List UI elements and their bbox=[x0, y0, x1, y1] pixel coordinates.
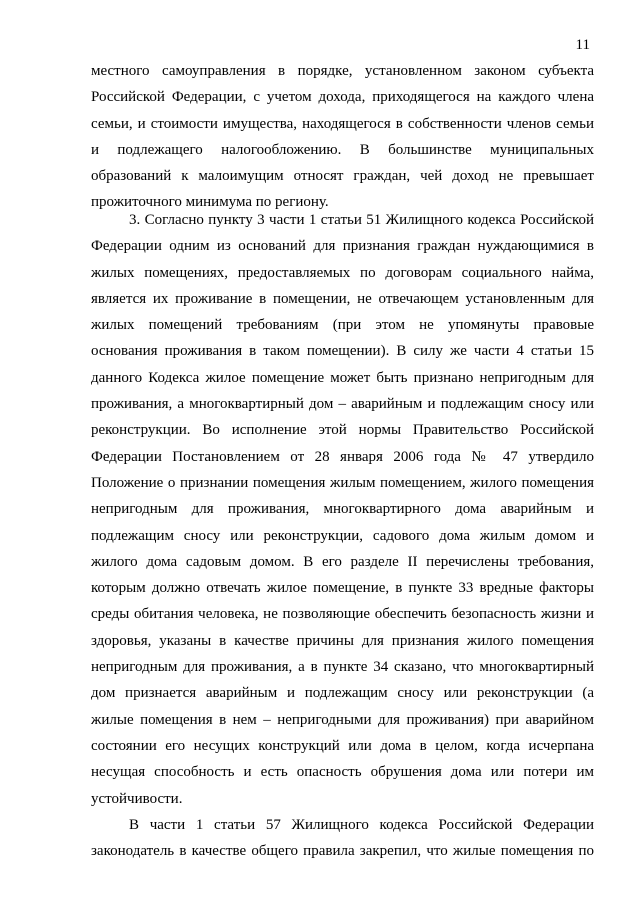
text-line: состоянии его несущих конструкций или дома в целом, когда исчерпана bbox=[91, 737, 594, 754]
text-line: основания проживания в таком помещении). В силу же части 4 статьи 15 bbox=[91, 343, 594, 360]
text-line: жилых помещений требованиям (при этом не упомянуты правовые bbox=[91, 317, 594, 334]
text-line: реконструкции. Во исполнение этой нормы Правительство Российской bbox=[91, 422, 594, 439]
paragraph-2 bbox=[91, 207, 594, 812]
text-line: Российской Федерации, с учетом дохода, приходящегося на каждого члена bbox=[91, 89, 594, 106]
text-line: непригодным для проживания, а в пункте 34 сказано, что многоквартирный bbox=[91, 659, 594, 676]
text-line: местного самоуправления в порядке, установленном законом субъекта bbox=[91, 63, 594, 79]
text-line: и подлежащего налогообложению. В большинстве муниципальных bbox=[91, 141, 594, 158]
text-line: 3. Согласно пункту 3 части 1 статьи 51 Жилищного кодекса Российской bbox=[129, 212, 594, 228]
page-number: 11 bbox=[575, 37, 590, 53]
text-line: Положение о признании помещения жилым помещением, жилого помещения bbox=[91, 474, 594, 491]
paragraph-3 bbox=[91, 812, 594, 865]
text-line: семьи, и стоимости имущества, находящегося в собственности членов семьи bbox=[91, 115, 594, 132]
text-line: жилые помещения в нем – непригодными для проживания) при аварийном bbox=[91, 711, 594, 728]
text-line: здоровья, указаны в качестве причины для признания жилого помещения bbox=[91, 632, 594, 649]
text-line: В части 1 статьи 57 Жилищного кодекса Российской Федерации bbox=[129, 817, 594, 833]
text-line: Федерации Постановлением от 28 января 2006 года № 47 утвердило bbox=[91, 448, 594, 465]
text-line: подлежащим сносу или реконструкции, садового дома жилым домом и bbox=[91, 527, 594, 544]
text-line: жилых помещениях, предоставляемых по договорам социального найма, bbox=[91, 264, 594, 281]
text-line: прожиточного минимума по региону. bbox=[91, 194, 329, 211]
paragraph-1 bbox=[91, 58, 594, 216]
text-line: жилого дома садовым домом. В его разделе II перечислены требования, bbox=[91, 553, 594, 570]
text-line: дом признается аварийным и подлежащим сносу или реконструкции (а bbox=[91, 685, 594, 702]
text-line: устойчивости. bbox=[91, 790, 183, 807]
text-line: Федерации одним из оснований для признания граждан нуждающимися в bbox=[91, 238, 594, 255]
text-line: которым должно отвечать жилое помещение, в пункте 33 вредные факторы bbox=[91, 580, 594, 597]
text-line: законодатель в качестве общего правила закрепил, что жилые помещения по bbox=[91, 843, 594, 860]
text-line: образований к малоимущим относят граждан, чей доход не превышает bbox=[91, 168, 594, 185]
text-line: является их проживание в помещении, не отвечающем установленным для bbox=[91, 290, 594, 307]
text-line: данного Кодекса жилое помещение может быть признано непригодным для bbox=[91, 369, 594, 386]
text-line: проживания, а многоквартирный дом – аварийным и подлежащим сносу или bbox=[91, 396, 594, 413]
text-line: несущая способность и есть опасность обрушения дома или потери им bbox=[91, 764, 594, 781]
text-line: среды обитания человека, не позволяющие обеспечить безопасность жизни и bbox=[91, 606, 594, 623]
text-line: непригодным для проживания, многоквартирного дома аварийным и bbox=[91, 501, 594, 518]
